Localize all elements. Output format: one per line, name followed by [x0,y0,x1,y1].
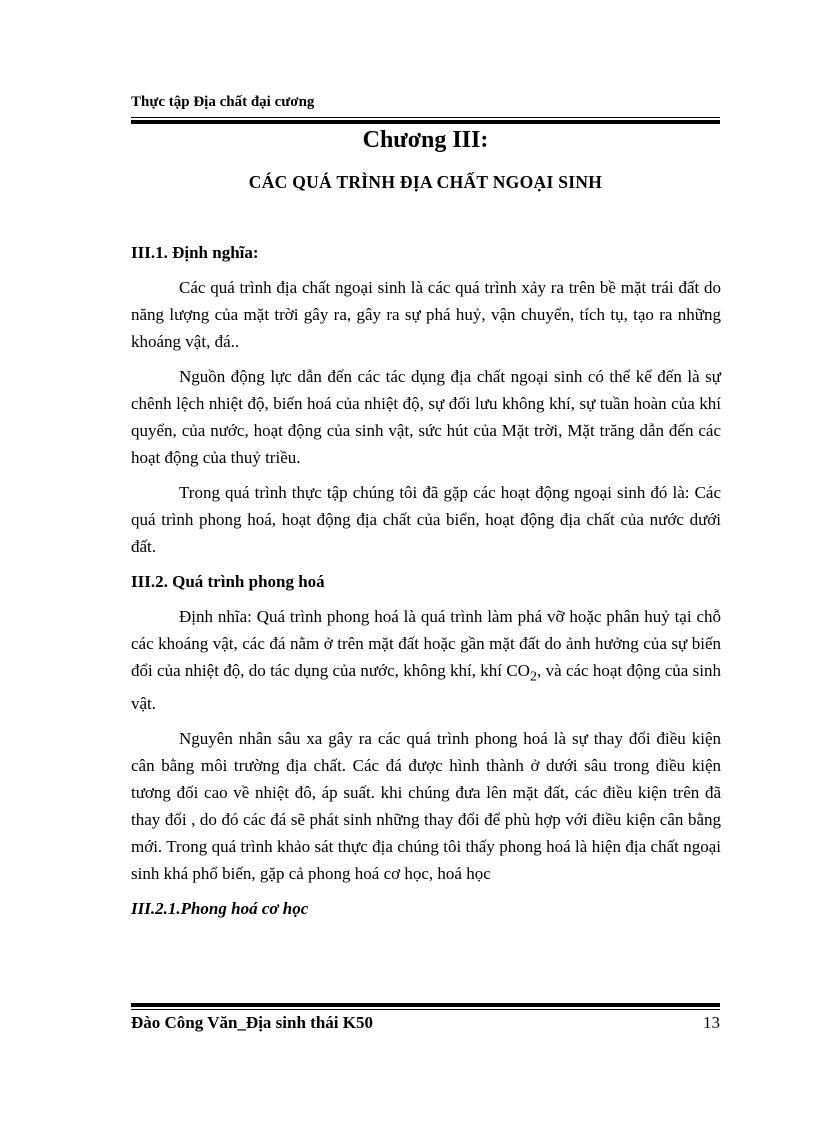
footer-rule-thick [131,1003,720,1007]
paragraph: Nguồn động lực dẫn đến các tác dụng địa chất ngoại sinh có thể kể đến là sự chênh lệch nhiệt độ, biến hoá của nhiệt độ, sự đối lưu không khí, sự tuần hoàn của khí quyển, của nước, hoạt động của sinh vật, sức hút của Mặt trời, Mặt trăng dẫn đến các hoạt động của thuỷ triều. [131,367,721,467]
body-text [131,239,721,922]
section-heading-definition: III.1. Định nghĩa: [131,243,259,262]
footer-author: Đào Công Văn_Địa sinh thái K50 [131,1013,373,1032]
chapter-title: CÁC QUÁ TRÌNH ĐỊA CHẤT NGOẠI SINH [248,172,603,192]
header-rule-thin [131,117,720,118]
subscript-2: 2 [529,668,538,685]
running-header: Thực tập Địa chất đại cương [131,94,315,110]
header-rule-thick [131,120,720,124]
paragraph-definition [131,603,721,717]
section-heading-weathering: III.2. Quá trình phong hoá [131,572,325,591]
page-number: 13 [703,1013,720,1032]
paragraph: Trong quá trình thực tập chúng tôi đã gặp các hoạt động ngoại sinh đó là: Các quá trình phong hoá, hoạt động địa chất của biển, hoạt động địa chất của nước dưới đất. [131,483,721,556]
paragraph: Nguyên nhân sâu xa gây ra các quá trình phong hoá là sự thay đổi điều kiện cân bằng môi trường địa chất. Các đá được hình thành ở dưới sâu trong điều kiện tương đối cao về nhiệt đô, áp suất. khi chúng đưa lên mặt đất, các điều kiện trên đã thay đổi , do đó các đá sẽ phát sinh những thay đổi để phù hợp với điều kiện cân bằng mới. Trong quá trình khảo sát thực địa chúng tôi thấy phong hoá là hiện địa chất ngoại sinh khá phổ biến, gặp cả phong hoá cơ học, hoá học [131,729,721,884]
paragraph-text: , và các hoạt động của sinh vật. [131,661,721,714]
paragraph-text: Định nhĩa: Quá trình phong hoá là quá trình làm phá vỡ hoặc phân huỷ tại chỗ các khoáng vật, các đá nằm ở trên mặt đất hoặc gần mặt đất do ảnh hưởng của sự biến đổi của nhiệt độ, do tác dụng của nước, không khí, khí CO [131,607,721,680]
footer-rule-thin [131,1009,720,1010]
chapter-number: Chương III: [362,127,489,153]
paragraph: Các quá trình địa chất ngoại sinh là các quá trình xảy ra trên bề mặt trái đất do năng lượng của mặt trời gây ra, gây ra sự phá huỷ, vận chuyển, tích tụ, tạo ra những khoáng vật, đá.. [131,278,721,351]
subsection-heading-mechanical-weathering: III.2.1.Phong hoá cơ học [131,899,309,919]
